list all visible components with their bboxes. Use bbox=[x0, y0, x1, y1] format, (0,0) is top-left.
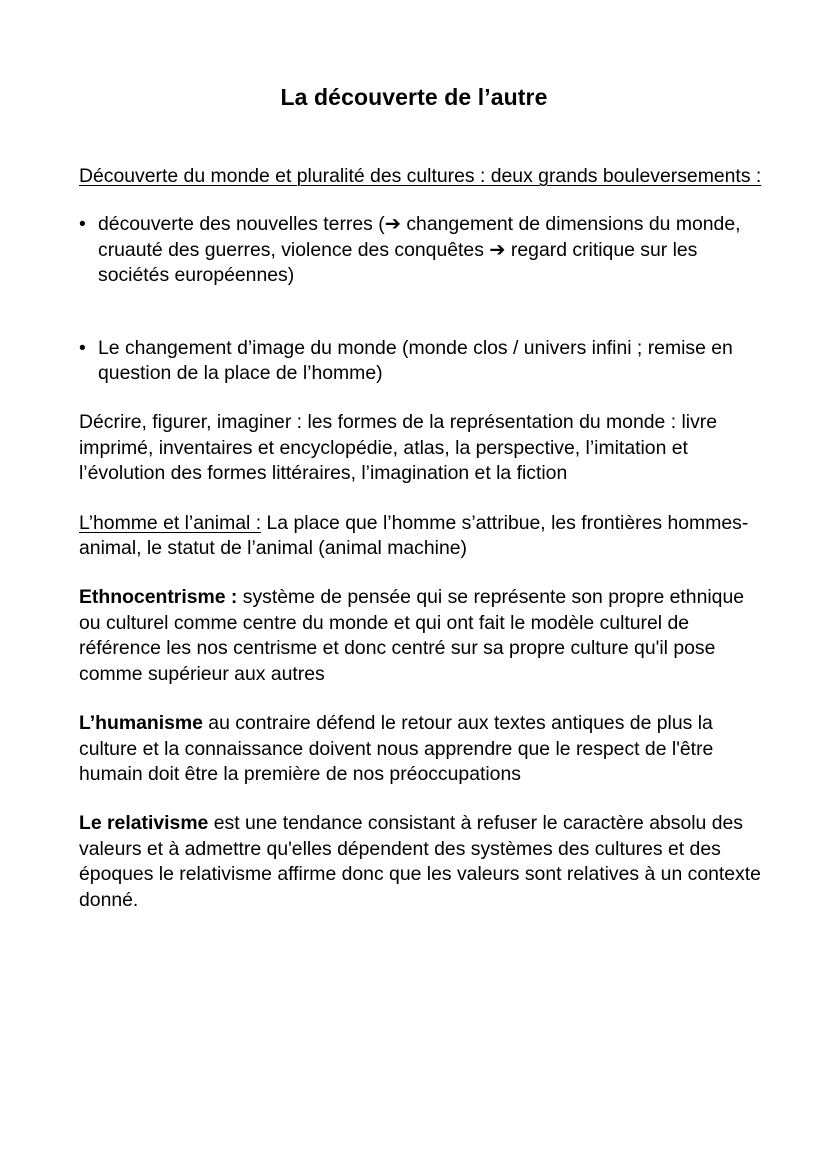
section-heading-decouverte: Découverte du monde et pluralité des cultures : deux grands bouleversements : bbox=[79, 165, 762, 187]
paragraph-text: système de pensée qui se représente son propre ethnique ou culturel comme centre du monde et qui ont fait le modèle culturel de référence les nos centrisme et donc centré sur sa propre culture qu'il pose comme supérieur aux autres bbox=[79, 586, 745, 685]
term-homme-animal: L’homme et l’animal : bbox=[79, 511, 262, 534]
bullet-list bbox=[79, 212, 768, 386]
paragraph-ethnocentrisme bbox=[79, 585, 768, 687]
paragraph-text: La place que l’homme s’attribue, les frontières hommes-animal, le statut de l’animal (animal machine) bbox=[79, 511, 749, 560]
paragraph-relativisme bbox=[79, 811, 768, 913]
page-title: La découverte de l’autre bbox=[280, 84, 548, 110]
bullet-text: changement de dimensions du monde, cruauté des guerres, violence des conquêtes bbox=[98, 213, 741, 261]
bullet-icon: • bbox=[79, 213, 86, 236]
list-item bbox=[79, 212, 768, 288]
term-relativisme: Le relativisme bbox=[79, 812, 209, 835]
term-humanisme: L’humanisme bbox=[79, 712, 203, 735]
list-item bbox=[79, 336, 768, 387]
paragraph-humanisme bbox=[79, 711, 768, 787]
bullet-text: Le changement d’image du monde (monde clos / univers infini ; remise en question de la place de l’homme) bbox=[98, 336, 733, 385]
paragraph-text: au contraire défend le retour aux textes antiques de plus la culture et la connaissance doivent nous apprendre que le respect de l'être humain doit être la première de nos préoccupations bbox=[79, 712, 714, 785]
arrow-right-icon: ➔ bbox=[384, 213, 401, 236]
term-ethnocentrisme: Ethnocentrisme : bbox=[79, 586, 238, 609]
bullet-text: découverte des nouvelles terres ( bbox=[98, 213, 385, 236]
arrow-right-icon: ➔ bbox=[489, 238, 506, 261]
paragraph-text: est une tendance consistant à refuser le caractère absolu des valeurs et à admettre qu'elles dépendent des systèmes des cultures et des époques le relativisme affirme donc que les valeurs sont relatives à un contexte donné. bbox=[79, 812, 761, 911]
bullet-icon: • bbox=[79, 336, 86, 359]
paragraph-homme-animal bbox=[79, 511, 768, 562]
bullet-text: regard critique sur les sociétés européennes) bbox=[98, 238, 698, 287]
paragraph-decrire: Décrire, figurer, imaginer : les formes de la représentation du monde : livre imprimé, inventaires et encyclopédie, atlas, la perspective, l’imitation et l’évolution des formes littéraires, l’imagination et la fiction bbox=[79, 411, 718, 485]
